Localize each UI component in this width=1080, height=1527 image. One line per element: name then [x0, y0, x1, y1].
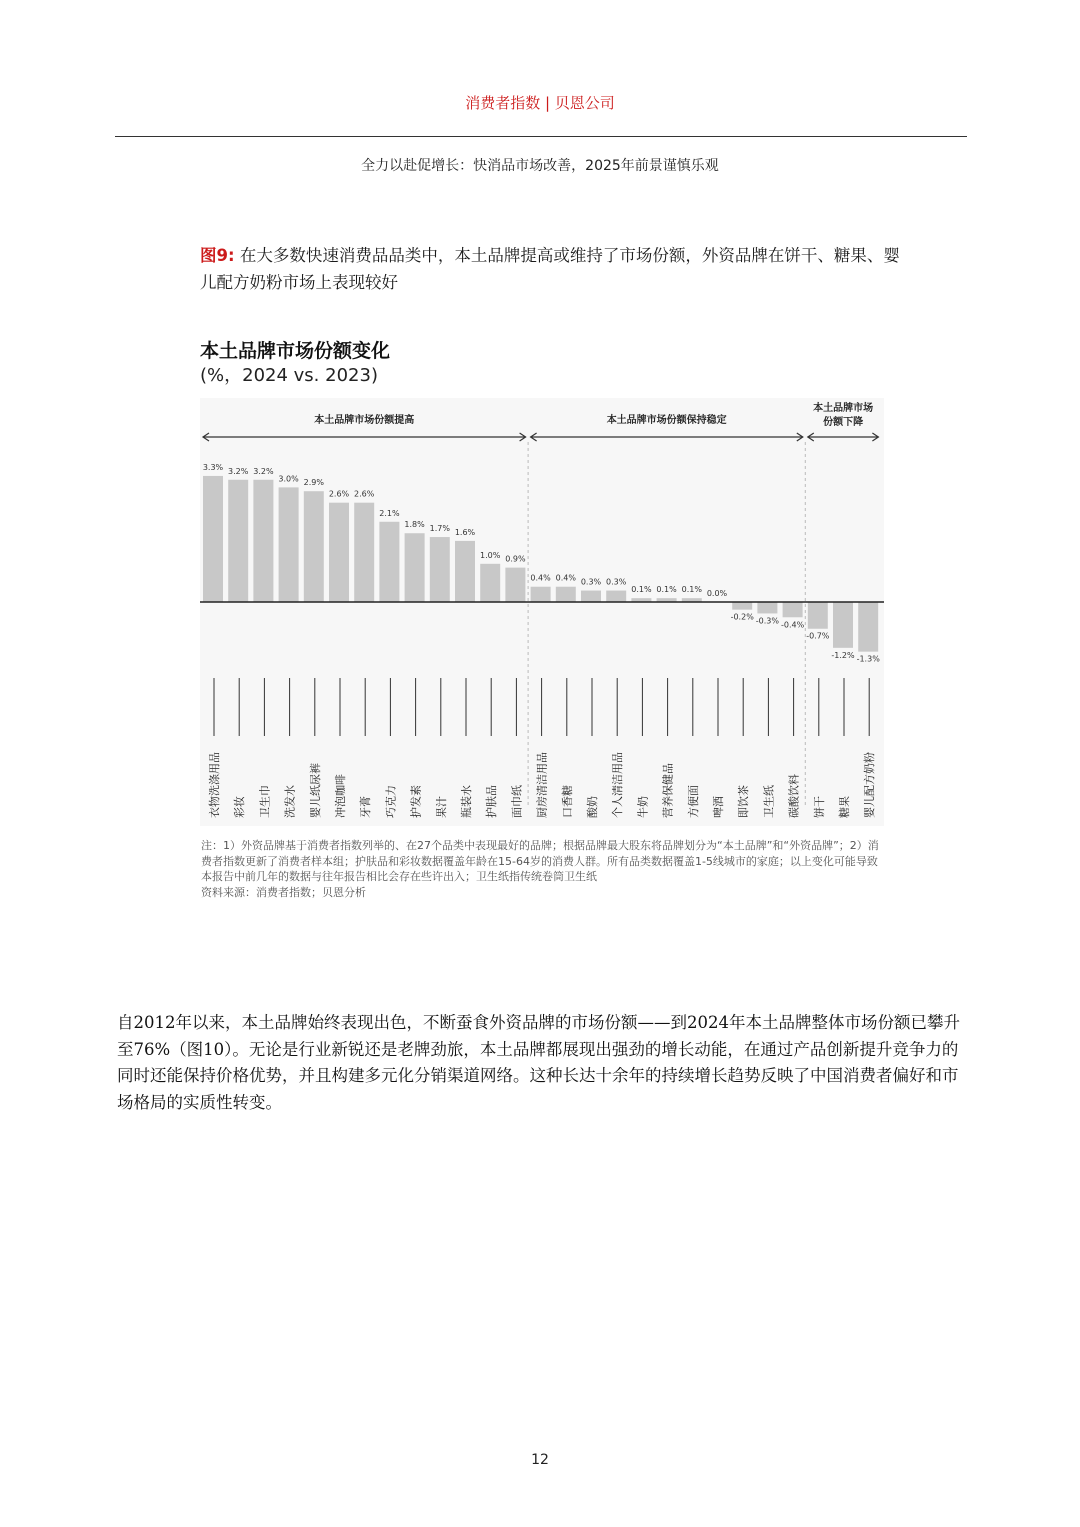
bar: [253, 480, 273, 602]
bar: [757, 602, 777, 613]
category-label: 面巾纸: [510, 785, 524, 818]
chart-subtitle: (%，2024 vs. 2023): [200, 365, 378, 386]
category-label: 护肤品: [485, 785, 499, 818]
value-label: -0.4%: [780, 620, 805, 630]
section-label-line2: 份额下降: [823, 417, 864, 428]
category-label: 衣物洗涤用品: [208, 752, 221, 818]
category-label: 啤酒: [712, 796, 725, 818]
value-label: 0.4%: [555, 573, 576, 583]
bar: [354, 503, 374, 602]
value-label: 2.6%: [354, 489, 375, 499]
value-label: 0.0%: [706, 589, 728, 598]
category-label: 牛奶: [636, 796, 650, 818]
value-label: 0.4%: [530, 573, 551, 583]
bar: [531, 587, 551, 602]
value-label: 1.6%: [454, 527, 476, 537]
value-label: 3.2%: [253, 466, 274, 476]
category-label: 彩妆: [233, 796, 247, 818]
bar: [430, 537, 450, 602]
value-label: 3.0%: [278, 474, 299, 484]
value-label: 1.7%: [429, 524, 450, 534]
value-label: 0.3%: [580, 577, 602, 587]
category-label: 卫生纸: [762, 785, 776, 818]
bar: [405, 533, 425, 602]
value-label: -1.3%: [856, 654, 880, 664]
report-subtitle: 全力以赴促增长：快消品市场改善，2025年前景谨慎乐观: [361, 158, 719, 174]
value-label: 0.1%: [656, 585, 677, 595]
bar: [505, 568, 525, 602]
category-label: 巧克力: [384, 785, 398, 818]
category-label: 婴儿纸尿裤: [308, 763, 322, 818]
category-label: 卫生巾: [258, 785, 272, 818]
value-label: -1.2%: [831, 650, 855, 660]
category-label: 酸奶: [586, 796, 599, 818]
bar: [581, 591, 601, 602]
section-label: 本土品牌市场份额保持稳定: [606, 415, 727, 426]
figure-caption-text: 在大多数快速消费品品类中，本土品牌提高或维持了市场份额，外资品牌在饼干、糖果、婴儿配方奶粉市场上表现较好: [200, 246, 900, 292]
report-brand: 消费者指数 | 贝恩公司: [465, 94, 615, 112]
bar: [279, 487, 299, 602]
category-label: 瓶装水: [460, 785, 473, 818]
bar: [858, 602, 878, 652]
value-label: 1.0%: [480, 550, 501, 560]
value-label: 0.3%: [606, 577, 627, 587]
value-label: 2.1%: [379, 508, 400, 518]
category-label: 护发素: [409, 785, 423, 818]
category-label: 饼干: [812, 796, 826, 818]
bar: [203, 476, 223, 602]
category-label: 婴儿配方奶粉: [863, 752, 877, 818]
value-label: -0.2%: [730, 612, 754, 622]
section-label: 本土品牌市场: [813, 403, 874, 414]
source-text: 资料来源：消费者指数；贝恩分析: [201, 885, 366, 899]
notes-text: 注：1）外资品牌基于消费者指数列举的、在27个品类中表现最好的品牌；根据品牌最大股东将品牌划分为“本土品牌”和“外资品牌”；2）消费者指数更新了消费者样本组；护肤品和彩妆数据覆盖年龄在15-64岁的消费人群。所有品类数据覆盖1-5线城市的家庭；以上变化可能导致本报告中前几年的数据与往年报告相比会存在些许出入；卫生纸指传统卷筒卫生纸: [201, 839, 879, 883]
category-label: 个人清洁用品: [611, 752, 625, 818]
category-label: 冲泡咖啡: [334, 774, 347, 818]
bar: [808, 602, 828, 629]
bar: [606, 591, 626, 602]
bar: [379, 522, 399, 602]
bar: [304, 491, 324, 602]
category-label: 营养保健品: [661, 763, 675, 818]
value-label: 0.1%: [631, 585, 652, 595]
category-label: 方便面: [686, 785, 700, 818]
bar: [480, 564, 500, 602]
value-label: 0.1%: [681, 585, 702, 595]
category-label: 口香糖: [560, 785, 574, 818]
section-label: 本土品牌市场份额提高: [314, 415, 415, 426]
chart-notes: [201, 838, 881, 900]
value-label: -0.3%: [755, 616, 780, 626]
page-number: 12: [531, 1452, 549, 1468]
bar: [783, 602, 803, 617]
bar: [455, 541, 475, 602]
category-label: 即饮茶: [737, 785, 751, 818]
bar: [228, 480, 248, 602]
value-label: 3.2%: [228, 466, 249, 476]
bar: [329, 503, 349, 602]
value-label: 2.9%: [303, 478, 324, 488]
value-label: 3.3%: [202, 462, 224, 472]
category-label: 糖果: [838, 796, 851, 818]
category-label: 牙膏: [359, 796, 373, 818]
bar: [556, 587, 576, 602]
category-label: 洗发水: [283, 785, 297, 818]
value-label: 2.6%: [328, 489, 350, 499]
value-label: -0.7%: [806, 631, 830, 641]
value-label: 0.9%: [505, 554, 526, 564]
bar: [732, 602, 752, 610]
chart-title: 本土品牌市场份额变化: [200, 340, 391, 362]
figure-label: 图9:: [200, 246, 235, 265]
bar: [833, 602, 853, 648]
category-label: 果汁: [434, 796, 448, 818]
category-label: 碳酸饮料: [787, 774, 801, 818]
category-label: 厨房清洁用品: [535, 752, 549, 818]
body-paragraph: 自2012年以来，本土品牌始终表现出色，不断蚕食外资品牌的市场份额——到2024年本土品牌整体市场份额已攀升至76%（图10）。无论是行业新锐还是老牌劲旅，本土品牌都展现出强劲的增长动能，在通过产品创新提升竞争力的同时还能保持价格优势，并且构建多元化分销渠道网络。这种长达十余年的持续增长趋势反映了中国消费者偏好和市场格局的实质性转变。: [117, 1013, 960, 1112]
value-label: 1.8%: [404, 520, 425, 530]
